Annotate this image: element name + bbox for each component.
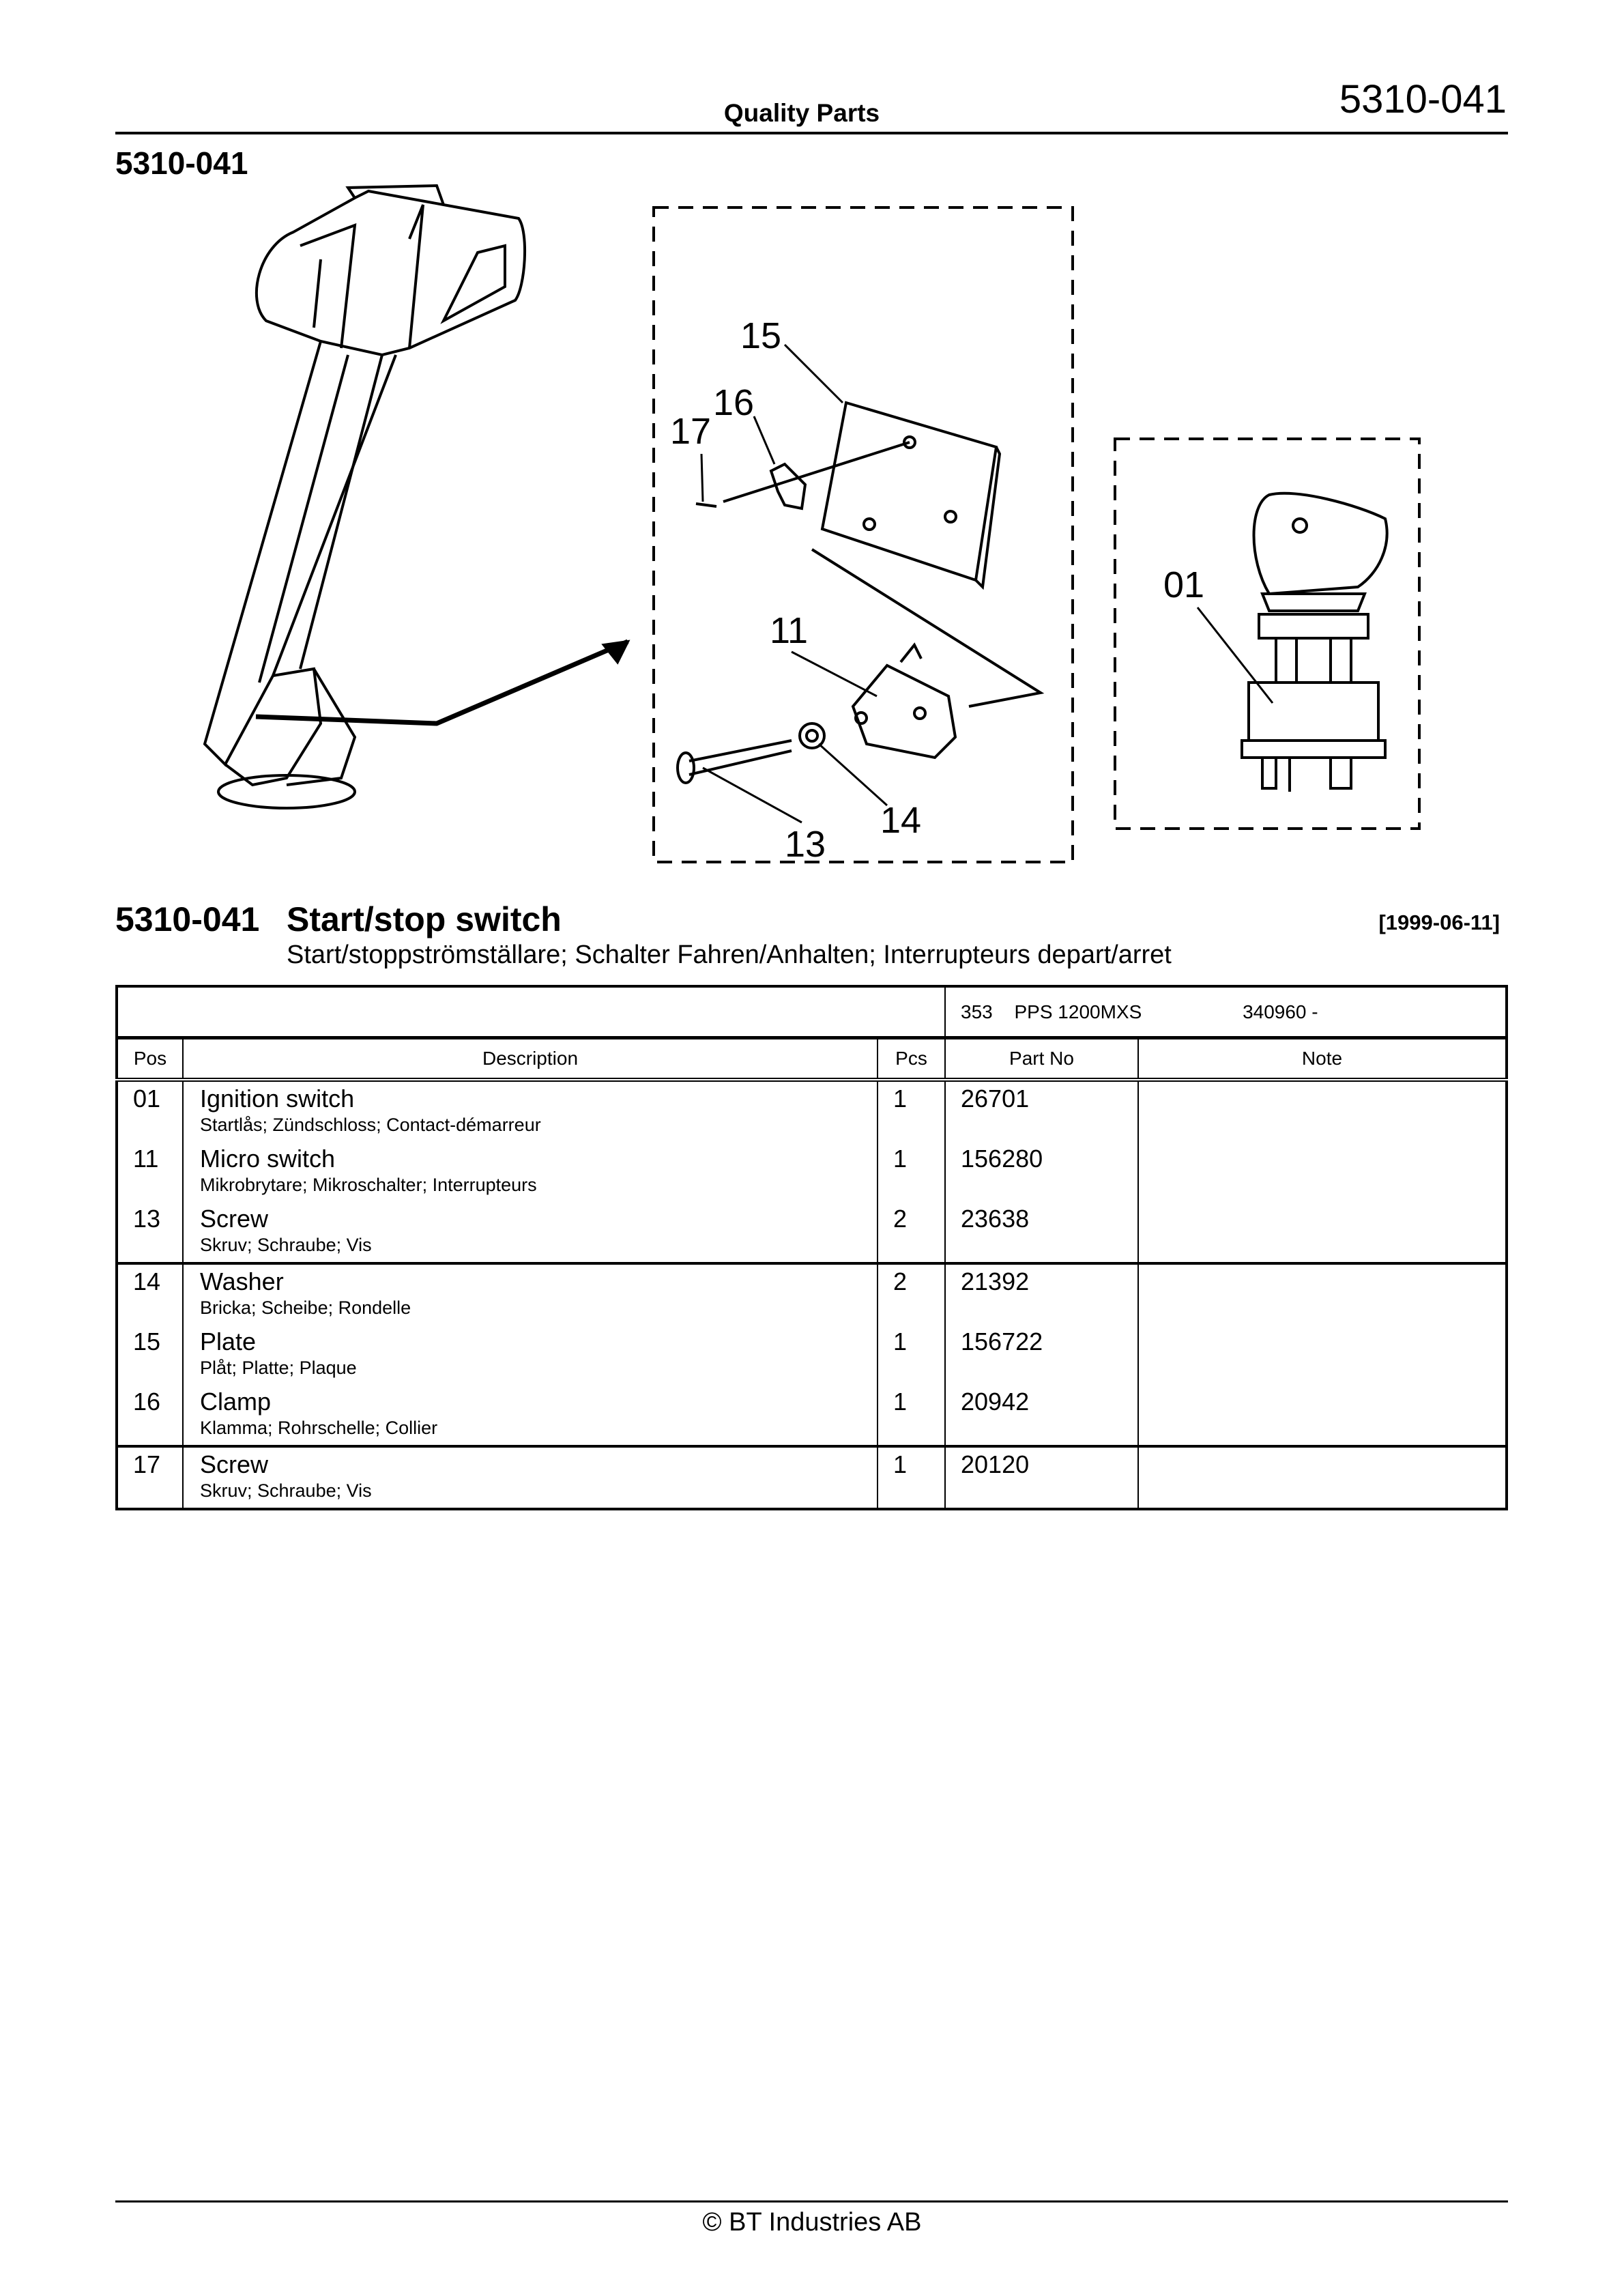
row-pcs: 1 [893, 1085, 908, 1113]
row-pos: 14 [133, 1267, 161, 1295]
section-subtitle: Start/stoppströmställare; Schalter Fahren/Anhalten; Interrupteurs depart/arret [287, 941, 1172, 969]
parts-illustration [0, 0, 1624, 887]
model-row [117, 986, 1507, 1038]
row-pos: 17 [133, 1450, 161, 1478]
parts-table [115, 985, 1508, 1510]
row-pcs: 2 [893, 1205, 908, 1233]
row-pcs: 1 [893, 1450, 908, 1478]
footer-copyright: © BT Industries AB [702, 2208, 922, 2237]
row-translations: Startlås; Zündschloss; Contact-démarreur [200, 1115, 541, 1135]
row-description: Screw [200, 1450, 269, 1478]
row-pos: 11 [133, 1145, 159, 1173]
row-note [1139, 1448, 1505, 1450]
row-translations: Skruv; Schraube; Vis [200, 1235, 372, 1255]
row-pos: 13 [133, 1205, 161, 1233]
col-note: Note [1138, 1038, 1507, 1080]
row-translations: Bricka; Scheibe; Rondelle [200, 1297, 411, 1318]
row-description: Clamp [200, 1388, 272, 1416]
header-title: Quality Parts [723, 99, 880, 127]
row-part-no: 20942 [961, 1388, 1030, 1416]
ignition-switch-drawing [1242, 493, 1387, 792]
section-date: [1999-06-11] [1378, 910, 1500, 934]
row-translations: Skruv; Schraube; Vis [200, 1480, 372, 1501]
row-note [1139, 1265, 1505, 1267]
row-note [1139, 1385, 1505, 1388]
row-note [1139, 1325, 1505, 1328]
table-row [117, 1325, 1507, 1385]
callout-11: 11 [770, 610, 809, 651]
header-page-code: 5310-041 [1339, 77, 1507, 121]
row-description: Screw [200, 1205, 269, 1233]
tiller-arm-drawing [205, 186, 628, 808]
callout-14: 14 [880, 800, 922, 841]
row-translations: Klamma; Rohrschelle; Collier [200, 1418, 438, 1438]
col-part-no: Part No [945, 1038, 1138, 1080]
column-header-row [117, 1038, 1507, 1080]
table-row [117, 1080, 1507, 1142]
callout-15: 15 [740, 315, 782, 356]
row-pcs: 2 [893, 1267, 908, 1295]
row-description: Plate [200, 1328, 257, 1355]
row-pcs: 1 [893, 1328, 908, 1355]
table-row [117, 1202, 1507, 1263]
row-pos: 15 [133, 1328, 161, 1355]
row-pcs: 1 [893, 1388, 908, 1416]
callout-17: 17 [670, 411, 712, 452]
callout-01: 01 [1163, 564, 1205, 605]
row-translations: Plåt; Platte; Plaque [200, 1358, 357, 1378]
table-row [117, 1263, 1507, 1325]
section-code: 5310-041 [115, 900, 260, 938]
callout-16: 16 [713, 382, 755, 423]
callout-13: 13 [785, 824, 826, 865]
row-part-no: 21392 [961, 1267, 1030, 1295]
row-pos: 16 [133, 1388, 161, 1416]
row-part-no: 23638 [961, 1205, 1030, 1233]
footer-rule [115, 2200, 1508, 2202]
model-number: 353 [961, 1001, 993, 1022]
col-pcs: Pcs [878, 1038, 945, 1080]
table-row [117, 1142, 1507, 1202]
row-description: Micro switch [200, 1145, 336, 1173]
row-pos: 01 [133, 1085, 161, 1113]
row-pcs: 1 [893, 1145, 908, 1173]
detail-box-switch-assembly [654, 207, 1073, 862]
row-translations: Mikrobrytare; Mikroschalter; Interrupteurs [200, 1175, 537, 1195]
row-description: Ignition switch [200, 1085, 355, 1113]
table-row [117, 1385, 1507, 1446]
table-row [117, 1446, 1507, 1509]
row-note [1139, 1082, 1505, 1085]
row-part-no: 26701 [961, 1085, 1030, 1113]
row-part-no: 20120 [961, 1450, 1030, 1478]
model-serial: 340960 - [1243, 1001, 1318, 1022]
row-part-no: 156280 [961, 1145, 1043, 1173]
row-note [1139, 1202, 1505, 1205]
model-name: PPS 1200MXS [1014, 1001, 1142, 1022]
row-part-no: 156722 [961, 1328, 1043, 1355]
switch-assembly-drawing [678, 403, 1041, 783]
col-description: Description [183, 1038, 878, 1080]
figure-code: 5310-041 [115, 145, 248, 181]
section-title: Start/stop switch [287, 900, 562, 938]
row-description: Washer [200, 1267, 284, 1295]
col-pos: Pos [117, 1038, 183, 1080]
row-note [1139, 1142, 1505, 1145]
